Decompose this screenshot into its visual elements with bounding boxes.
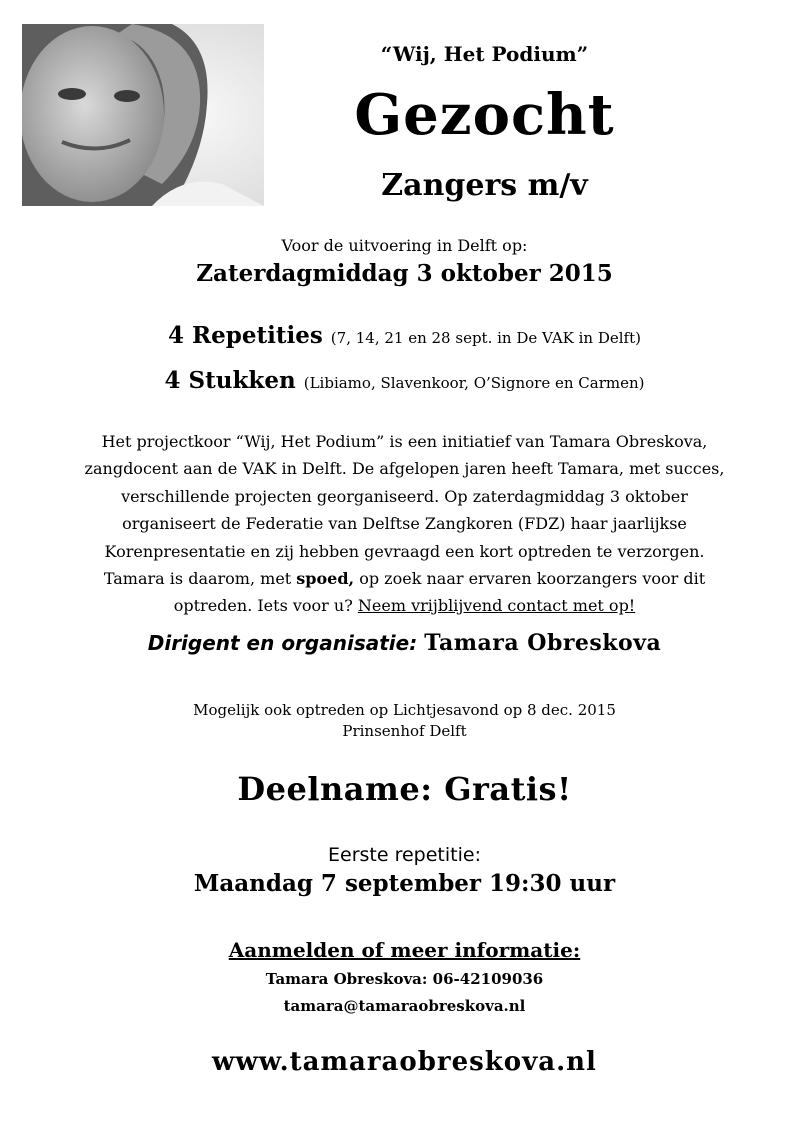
project-name: “Wij, Het Podium” — [380, 42, 589, 66]
extra-performance — [0, 700, 809, 742]
description-line: Het projectkoor “Wij, Het Podium” is een initiatief van Tamara Obreskova, — [101, 432, 708, 451]
first-rehearsal-label: Eerste repetitie: — [328, 844, 481, 866]
conductor-role: Dirigent en organisatie: — [147, 631, 418, 655]
contact-email[interactable]: tamara@tamaraobreskova.nl — [283, 997, 526, 1015]
rehearsals-details: (7, 14, 21 en 28 sept. in De VAK in Delft) — [330, 329, 641, 347]
description-line: organiseert de Federatie van Delftse Zangkoren (FDZ) haar jaarlijkse — [122, 514, 687, 534]
first-rehearsal-date: Maandag 7 september 19:30 uur — [193, 870, 616, 897]
description-line — [0, 592, 809, 619]
participation-banner: Deelname: Gratis! — [237, 770, 572, 808]
extra-performance-line: Mogelijk ook optreden op Lichtjesavond op 8 dec. 2015 — [193, 701, 616, 719]
rehearsals-line — [0, 322, 809, 349]
description-emphasis: spoed, — [296, 569, 355, 589]
signup-heading: Aanmelden of meer informatie: — [228, 938, 581, 962]
event-intro: Voor de uitvoering in Delft op: — [281, 236, 528, 255]
description-text: op zoek naar ervaren koorzangers voor dit — [354, 569, 706, 589]
description-text: Tamara is daarom, met — [103, 569, 297, 589]
contact-phone: Tamara Obreskova: 06-42109036 — [265, 970, 544, 988]
conductor-line — [0, 630, 809, 656]
rehearsals-label: 4 Repetities — [168, 322, 323, 349]
description-line: Korenpresentatie en zij hebben gevraagd een kort optreden te verzorgen. — [104, 541, 705, 561]
conductor-name: Tamara Obreskova — [424, 630, 662, 656]
description-line — [0, 565, 809, 592]
description-line: verschillende projecten georganiseerd. Op zaterdagmiddag 3 oktober — [121, 486, 688, 506]
website-link[interactable]: www.tamaraobreskova.nl — [212, 1047, 597, 1077]
page-title: Gezocht — [354, 82, 615, 148]
pieces-details: (Libiamo, Slavenkoor, O’Signore en Carmen) — [303, 374, 645, 392]
contact-link[interactable]: Neem vrijblijvend contact met op! — [357, 596, 636, 616]
page-subtitle: Zangers m/v — [381, 168, 588, 203]
pieces-line — [0, 367, 809, 394]
description-paragraph — [0, 428, 809, 620]
pieces-label: 4 Stukken — [164, 367, 296, 394]
description-line: zangdocent aan de VAK in Delft. De afgelopen jaren heeft Tamara, met succes, — [84, 459, 725, 479]
extra-performance-line: Prinsenhof Delft — [342, 722, 467, 740]
event-date: Zaterdagmiddag 3 oktober 2015 — [196, 260, 613, 287]
description-text: optreden. Iets voor u? — [173, 596, 358, 616]
